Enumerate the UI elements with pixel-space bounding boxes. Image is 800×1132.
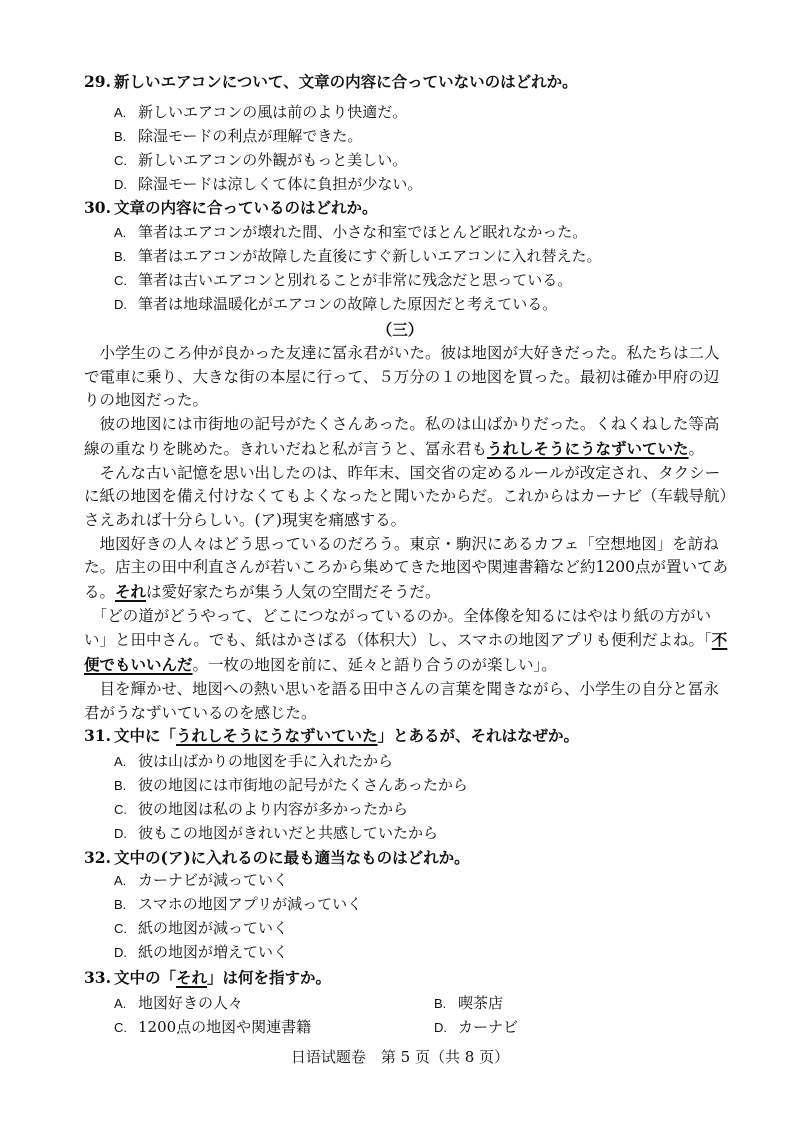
underlined-phrase: うれしそうにうなずいていた (176, 726, 378, 745)
passage-line: さえあれば十分らしい。(ア)現実を痛感する。 (84, 510, 407, 529)
option-33-d: D. カーナビ (434, 1018, 519, 1036)
passage-line: 便でもいいんだ。一枚の地図を前に、延々と語り合うのが楽しい」。 (84, 655, 557, 675)
passage-line: 彼の地図には市街地の記号がたくさんあった。私のは山ばかりだった。くねくねした等高 (84, 415, 720, 434)
option-29-c: C. 新しいエアコンの外観がもっと美しい。 (114, 151, 408, 169)
underlined-phrase: それ (115, 582, 147, 602)
question-text: 文章の内容に合っているのはどれか。 (114, 198, 378, 217)
passage-line: 「どの道がどうやって、どこにつながっているのか。全体像を知るにはやはり紙の方がい (84, 606, 712, 625)
passage-line: で電車に乗り、大きな街の本屋に行って、５万分の１の地図を買った。最初は確か甲府の辺 (84, 367, 720, 386)
passage-line: る。それは愛好家たちが集う人気の空間だそうだ。 (84, 582, 441, 602)
option-31-c: C. 彼の地図は私のより内容が多かったから (114, 800, 409, 818)
question-text: 新しいエアコンについて、文章の内容に合っていないのはどれか。 (114, 72, 578, 91)
option-33-c: C. 1200点の地図や関連書籍 (114, 1018, 312, 1036)
option-32-c: C. 紙の地図が減っていく (114, 919, 289, 937)
option-29-b: B. 除湿モードの利点が理解できた。 (114, 127, 363, 145)
option-31-a: A. 彼は山ばかりの地図を手に入れたから (114, 752, 394, 770)
passage-line: た。店主の田中利直さんが若いころから集めてきた地図や関連書籍など約1200点が置いてあ (84, 558, 728, 577)
page-footer: 日语试题卷 第 5 页（共 8 页） (290, 1048, 510, 1066)
question-number: 33. (84, 968, 111, 987)
passage-line: 地図好きの人々はどう思っているのだろう。東京・駒沢にあるカフェ「空想地図」を訪ね (84, 534, 719, 553)
option-32-b: B. スマホの地図アプリが減っていく (114, 895, 363, 913)
passage-line: そんな古い記憶を思い出したのは、昨年末、国交省の定めるルールが改定され、タクシー (84, 463, 721, 482)
passage-line: 君がうなずいているのを感じた。 (84, 703, 317, 722)
passage-line: い」と田中さん。でも、紙はかさばる（体积大）し、スマホの地図アプリも便利だよね。「不 (84, 630, 728, 650)
option-30-c: C. 筆者は古いエアコンと別れることが非常に残念だと思っている。 (114, 271, 573, 289)
reading-passage (84, 342, 736, 725)
option-30-a: A. 筆者はエアコンが壊れた間、小さな和室でほとんど眠れなかった。 (114, 223, 588, 241)
underlined-phrase: うれしそうにうなずいていた (487, 438, 689, 458)
section-heading: （三） (376, 320, 424, 339)
question-30 (84, 196, 378, 218)
option-32-a: A. カーナビが減っていく (114, 871, 289, 889)
option-33-a: A. 地図好きの人々 (114, 994, 244, 1012)
option-31-b: B. 彼の地図には市街地の記号がたくさんあったから (114, 776, 468, 794)
option-30-b: B. 筆者はエアコンが故障した直後にすぐ新しいエアコンに入れ替えた。 (114, 247, 602, 265)
question-number: 32. (84, 848, 111, 867)
passage-line: に紙の地図を備え付けなくてもよくなったと聞いたからだ。これからはカーナビ（车载导航） (84, 487, 736, 506)
question-text: 文中の(ア)に入れるのに最も適当なものはどれか。 (114, 848, 470, 867)
option-29-d: D. 除湿モードは涼しくて体に負担が少ない。 (114, 175, 423, 193)
question-number: 30. (84, 198, 111, 217)
option-31-d: D. 彼もこの地図がきれいだと共感していたから (114, 824, 439, 842)
option-30-d: D. 筆者は地球温暖化がエアコンの故障した原因だと考えている。 (114, 295, 558, 313)
question-32 (84, 846, 470, 868)
question-number: 31. (84, 726, 111, 745)
question-number: 29. (84, 72, 111, 91)
option-29-a: A. 新しいエアコンの風は前のより快適だ。 (114, 103, 408, 121)
option-32-d: D. 紙の地図が増えていく (114, 943, 289, 961)
passage-line: りの地図だった。 (84, 391, 209, 410)
underlined-phrase: 不 (711, 630, 728, 650)
question-29 (84, 70, 578, 92)
passage-line: 小学生のころ仲が良かった友達に冨永君がいた。彼は地図が大好きだった。私たちは二人 (84, 344, 720, 362)
question-31: 31. 文中に「うれしそうにうなずいていた」とあるが、それはなぜか。 (84, 726, 580, 745)
underlined-phrase: それ (176, 968, 208, 987)
option-33-b: B. 喫茶店 (434, 994, 504, 1012)
passage-line: 線の重なりを眺めた。きれいだねと私が言うと、冨永君もうれしそうにうなずいていた。 (84, 438, 705, 458)
question-33: 33. 文中の「それ」は何を指すか。 (84, 968, 332, 987)
passage-line: 目を輝かせ、地図への熱い思いを語る田中さんの言葉を聞きながら、小学生の自分と冨永 (84, 679, 720, 698)
underlined-phrase: 便でもいいんだ (84, 655, 193, 675)
